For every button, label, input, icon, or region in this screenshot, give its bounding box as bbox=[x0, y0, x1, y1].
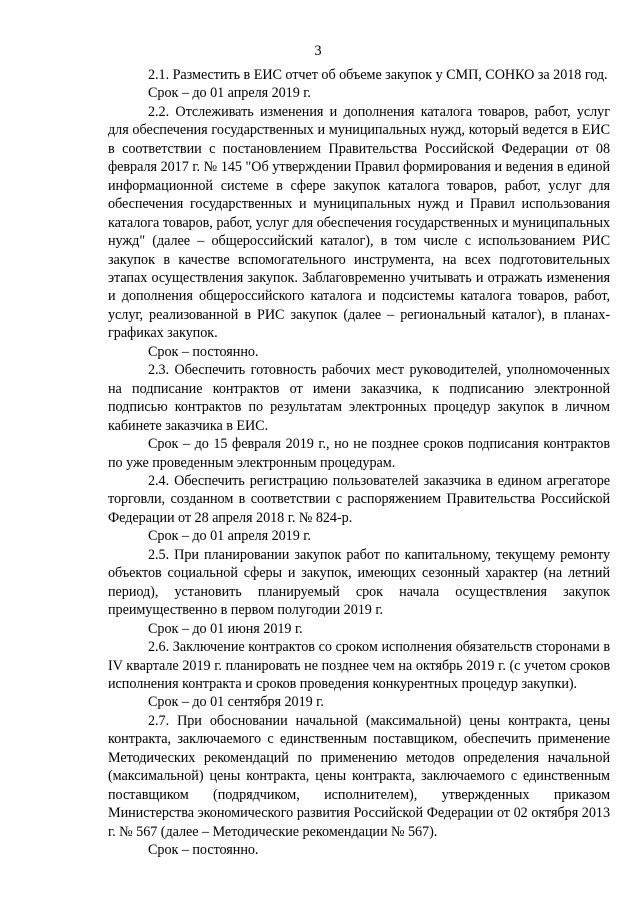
paragraph-2-1: 2.1. Разместить в ЕИС отчет об объеме закупок у СМП, СОНКО за 2018 год. bbox=[148, 67, 608, 83]
paragraph-2-7: 2.7. При обосновании начальной (максимальной) цены контракта, цены контракта, заключаемого с единственным поставщиком, обеспечить применение Методических рекомендаций по применению методов определения начальной (максимальной) цены контракта, цены контракта, заключаемого с единственным поставщиком (подрядчиком, исполнителем), утвержденных приказом Министерства экономического развития Российской Федерации от 02 октября 2013 г. № 567 (далее – Методические рекомендации № 567). bbox=[108, 712, 610, 840]
deadline-2-7: Срок – постоянно. bbox=[148, 842, 259, 859]
page-number: 3 bbox=[314, 43, 322, 59]
deadline-2-5: Срок – до 01 июня 2019 г. bbox=[148, 620, 303, 637]
document-body bbox=[108, 66, 610, 859]
paragraph-2-5: 2.5. При планировании закупок работ по капитальному, текущему ремонту объектов социальной сферы и закупок, имеющих сезонный характер (на летний период), установить планируемый срок начала осуществления закупок преимущественно в первом полугодии 2019 г. bbox=[108, 546, 610, 619]
deadline-2-2: Срок – постоянно. bbox=[148, 343, 259, 360]
paragraph-2-4: 2.4. Обеспечить регистрацию пользователей заказчика в едином агрегаторе торговли, созданном в соответствии с распоряжением Правительства Российской Федерации от 28 апреля 2018 г. № 824-р. bbox=[108, 472, 610, 526]
deadline-2-4: Срок – до 01 апреля 2019 г. bbox=[148, 528, 311, 545]
paragraph-2-2: 2.2. Отслеживать изменения и дополнения каталога товаров, работ, услуг для обеспечения государственных и муниципальных нужд, который ведется в ЕИС в соответствии с постановлением Правительства Российской Федерации от 08 февраля 2017 г. № 145 "Об утверждении Правил формирования и ведения в единой информационной системе в сфере закупок каталога товаров, работ, услуг для обеспечения государственных и муниципальных нужд и Правил использования каталога товаров, работ, услуг для обеспечения государственных и муниципальных нужд" (далее – общероссийский каталог), в том числе с использованием РИС закупок в качестве вспомогательного инструмента, на всех подготовительных этапах осуществления закупок. Заблаговременно учитывать и отражать изменения и дополнения общероссийского каталога и подсистемы каталога товаров, работ, услуг, реализованной в РИС закупок (далее – региональный каталог), в планах-графиках закупок. bbox=[108, 103, 610, 342]
paragraph-2-6: 2.6. Заключение контрактов со сроком исполнения обязательств сторонами в IV квартале 2019 г. планировать не позднее чем на октябрь 2019 г. (с учетом сроков исполнения контракта и сроков проведения конкурентных процедур закупки). bbox=[108, 639, 610, 692]
paragraph-2-3: 2.3. Обеспечить готовность рабочих мест руководителей, уполномоченных на подписание контрактов от имени заказчика, к подписанию электронной подписью контрактов по результатам электронных процедур закупок в личном кабинете заказчика в ЕИС. bbox=[108, 362, 610, 434]
deadline-2-3: Срок – до 15 февраля 2019 г., но не позднее сроков подписания контрактов по уже проведенным электронным процедурам. bbox=[108, 436, 610, 471]
deadline-2-6: Срок – до 01 сентября 2019 г. bbox=[148, 694, 324, 711]
deadline-2-1: Срок – до 01 апреля 2019 г. bbox=[148, 85, 311, 102]
